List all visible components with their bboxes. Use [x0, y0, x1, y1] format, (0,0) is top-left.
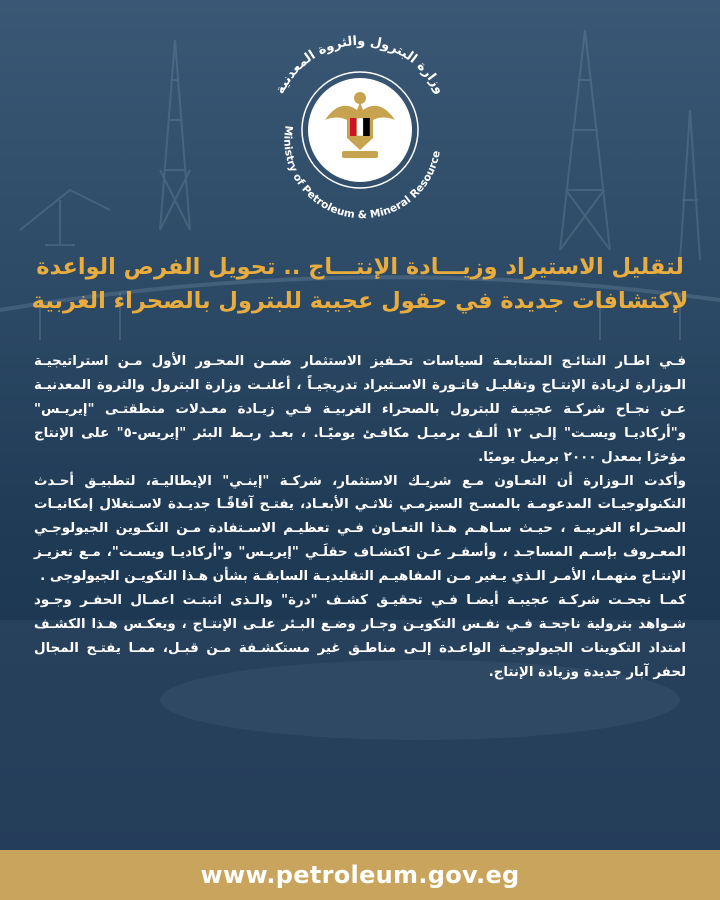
article-paragraph: فـي اطـار النتائـج المتتابعـة لسياسات تحـفيز الاستثمار ضمـن المحـور الأول مـن استراتيجيـة الـوزارة لزيادة الإنتـاج وتقليـل فاتـورة الاسـتيراد تدريجيـاً ، أعلنـت وزارة البترول والثروة المعدنيـة عـن نجـاح شركـة عجيبـة للبترول بالصحراء الغربيـة فـي زيـادة معـدلات منطقتـى "إيريـس" و"أركاديـا ويسـت" إلـى ١٢ ألـف برميـل مكافـئ يوميًـا. ، بعـد ربـط البئر "إيريس-٥" على الإنتاج مؤخرًا بمعدل ٢٠٠٠ برميل يوميًا.	[34, 354, 687, 465]
logo-seal	[245, 10, 475, 240]
article-paragraph: كمـا نجحـت شركـة عجيبـة أيضـا فـي تحقيـق كشـف "درة" والـذى اثبتـت اعمـال الحفـر وجـود شـواهد بترولية ناجحـة فـي نفـس التكويـن وجـار وضـع البـئر علـى الإنتـاج ، ويعكـس هـذا الكشـف امتداد التكوينات الجيولوجيـة الواعـدة إلـى مناطـق غير مستكشـفة مـن قبـل، ممـا يفتـح المجال لحفر آبار جديدة وزيادة الإنتاج.	[34, 593, 686, 680]
headline-line-2: لإكتشافات جديدة في حقول عجيبة للبترول بالصحراء الغربية	[31, 288, 689, 314]
article-paragraph: وأكدت الـوزارة أن التعـاون مـع شريـك الاستثمار، شركـة "إينـي" الإيطاليـة، لتطبيـق أحـدث التكنولوجيـات المدعومـة بالمسـح السيزمـي ثلاثـي الأبعـاد، يفتـح آفاقًـا جديـدة لاسـتغلال إمكانيـات الصحـراء الغربيـة ، حيـث سـاهـم هـذا التعـاون فـي تعظيـم الاسـتفادة مـن التكـوين الجيولوجـي المعـروف بإسـم المساجـد ، وأسفـر عـن اكتشـاف حقلَـي "إيريـس" و"أركاديـا ويسـت"، مـع تعزيـز الإنتـاج منهمـا، الأمـر الـذي يـغير مـن المفاهيـم التقليديـة السابقـة بشأن هـذا التكويـن الجيولوجى .	[34, 473, 686, 585]
logo-arabic-text: وزارة البترول والثروة المعدنية	[272, 33, 448, 97]
website-link[interactable]: www.petroleum.gov.eg	[200, 861, 520, 889]
article-body	[34, 350, 686, 685]
ministry-logo	[245, 10, 475, 240]
footer-bar	[0, 850, 720, 900]
headline-line-1: لتقليل الاستيراد وزيـــادة الإنتـــاج .. تحويل الفرص الواعدة	[36, 254, 684, 280]
logo-english-text: Ministry of Petroleum & Mineral Resource	[281, 124, 443, 222]
headline	[30, 250, 690, 318]
